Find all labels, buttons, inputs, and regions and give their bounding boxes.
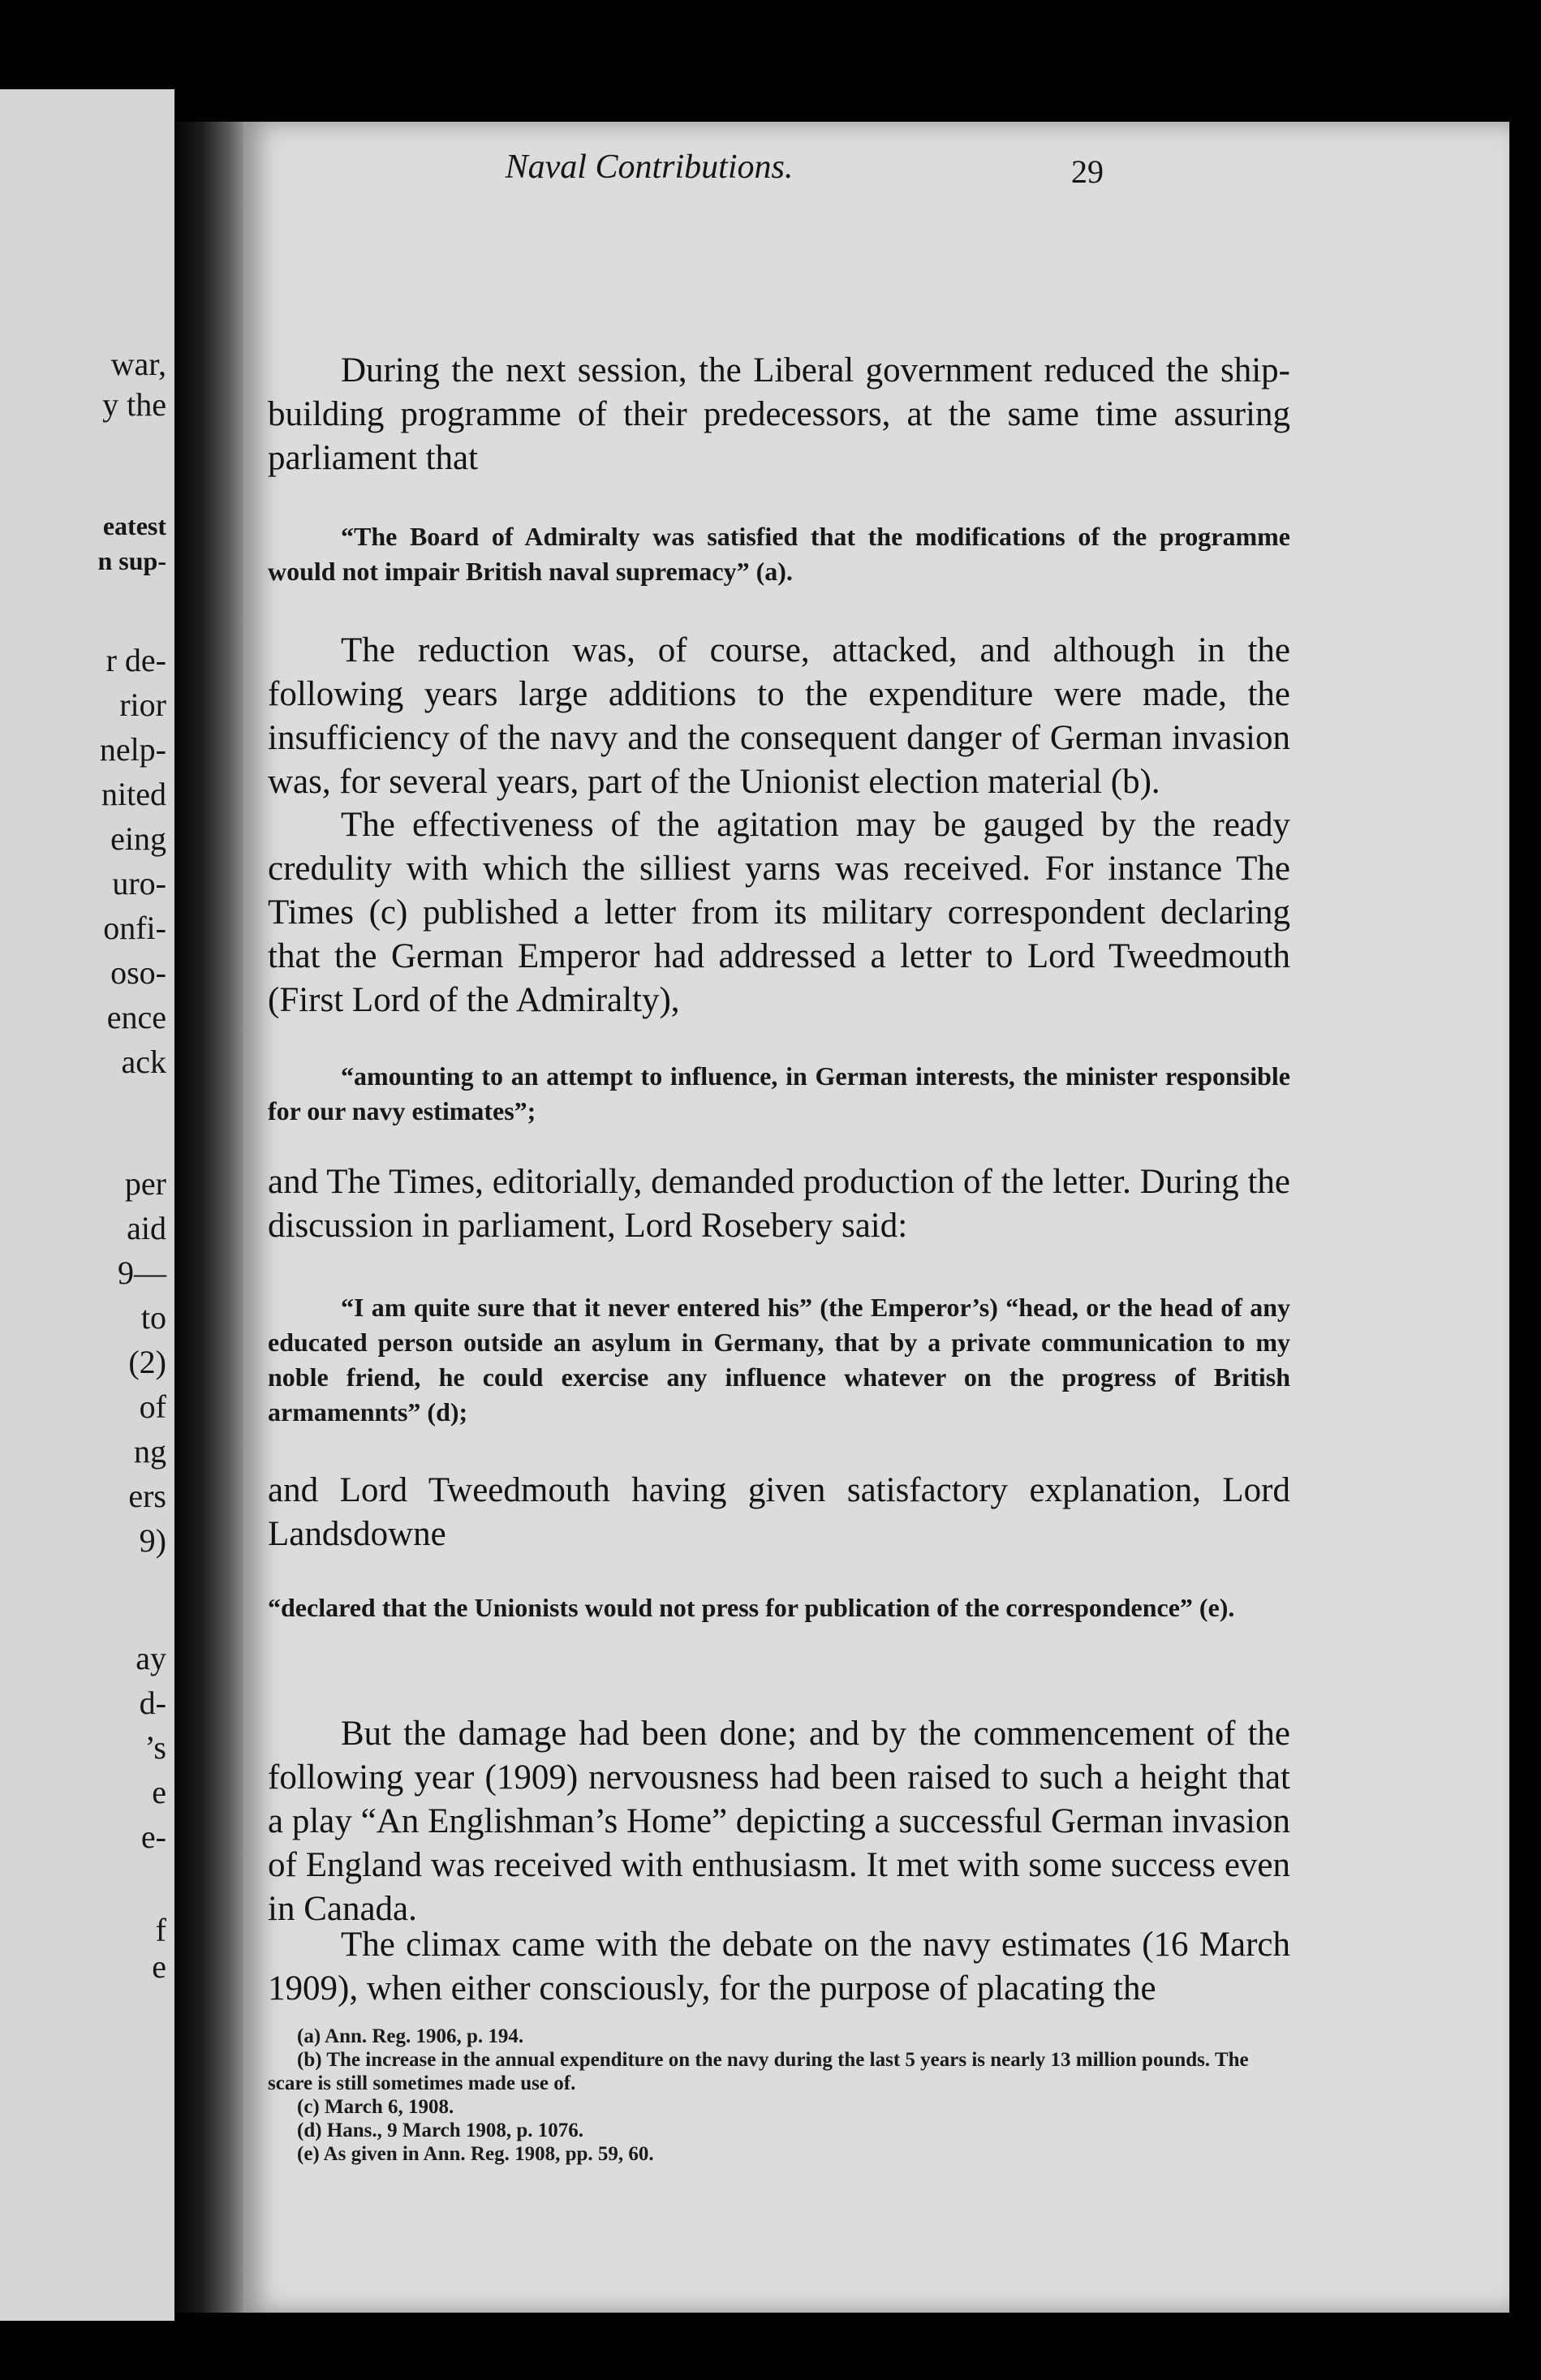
footnote-a: (a) Ann. Reg. 1906, p. 194.: [297, 2025, 524, 2047]
body-paragraph: The climax came with the debate on the navy estimates (16 March 1909), when either consciously, for the purpose of placating the: [268, 1926, 1290, 2008]
left-page-fragment: of: [139, 1388, 166, 1425]
block-quote: “I am quite sure that it never entered his” (the Emperor’s) “head, or the head of any educated person outside an asylum in Germany, that by a private communication to my noble friend, he could exercise any influence whatever on the progress of British armamennts” (d);: [268, 1293, 1290, 1427]
left-page-fragment: ence: [106, 999, 166, 1035]
left-page-fragment: onfi-: [103, 910, 166, 946]
left-page-fragment: y the: [102, 386, 166, 423]
body-paragraph: and Lord Tweedmouth having given satisfactory explanation, Lord Landsdowne: [268, 1471, 1290, 1553]
left-page-fragment: e-: [140, 1818, 166, 1855]
left-page-fragment: per: [124, 1165, 166, 1202]
footnote-d: (d) Hans., 9 March 1908, p. 1076.: [297, 2120, 584, 2141]
left-page-fragment: aid: [127, 1210, 166, 1246]
left-page-fragment: r de-: [105, 642, 166, 678]
left-page-fragment: nelp-: [99, 731, 166, 768]
left-page-fragment: 9—: [118, 1255, 166, 1291]
block-quote: “amounting to an attempt to influence, in German interests, the minister responsible for our navy estimates”;: [268, 1061, 1290, 1125]
left-page-fragment: e: [152, 1948, 166, 1985]
left-facing-page: [0, 89, 174, 2321]
left-page-fragment: oso-: [110, 954, 166, 991]
left-page-fragment: eatest: [102, 511, 166, 540]
binding-gutter: [174, 122, 252, 2313]
left-page-fragment: to: [140, 1299, 166, 1336]
left-page-fragment: e: [152, 1774, 166, 1810]
left-page-fragment: d-: [139, 1685, 166, 1721]
footnote-c: (c) March 6, 1908.: [297, 2096, 454, 2118]
body-paragraph: and The Times, editorially, demanded production of the letter. During the discussion in parliament, Lord Rosebery said:: [268, 1163, 1290, 1245]
left-page-fragment: 9): [139, 1522, 166, 1559]
footnote-b: (b) The increase in the annual expenditure on the navy during the last 5 years is nearly 13 million pounds. The scare is still sometimes made use of.: [268, 2049, 1249, 2094]
left-page-fragment: ng: [134, 1433, 166, 1470]
left-page-fragment: uro-: [112, 865, 166, 902]
left-page-fragment: ers: [128, 1478, 166, 1514]
left-page-fragment: (2): [128, 1344, 166, 1380]
body-paragraph: The reduction was, of course, attacked, and although in the following years large additions to the expenditure were made, the insufficiency of the navy and the consequent danger of German invasion was, for several years, part of the Unionist election material (b).: [268, 631, 1290, 801]
left-page-fragment: eing: [110, 820, 166, 857]
left-page-fragment: nited: [101, 776, 166, 812]
left-page-fragment: rior: [119, 686, 166, 723]
left-page-fragment: f: [155, 1912, 166, 1948]
left-page-fragment: ack: [121, 1044, 166, 1080]
body-paragraph: The effectiveness of the agitation may be gauged by the ready credulity with which the silliest yarns was received. For instance The Times (c) published a letter from its military correspondent declaring that the German Emperor had addressed a letter to Lord Tweedmouth (First Lord of the Admiralty),: [268, 806, 1290, 1019]
footnote-e: (e) As given in Ann. Reg. 1908, pp. 59, 60.: [297, 2143, 654, 2165]
footnotes: [268, 2025, 1290, 2166]
left-page-fragment: war,: [110, 346, 166, 382]
body-paragraph: During the next session, the Liberal government reduced the ship-building programme of their predecessors, at the same time assuring parliament that: [268, 351, 1290, 477]
block-quote: “The Board of Admiralty was satisfied that the modifications of the programme would not impair British naval supremacy” (a).: [268, 522, 1290, 586]
block-quote: “declared that the Unionists would not press for publication of the correspondence” (e).: [268, 1593, 1235, 1622]
page-number: 29: [1071, 153, 1104, 190]
body-paragraph: But the damage had been done; and by the commencement of the following year (1909) nervousness had been raised to such a height that a play “An Englishman’s Home” depicting a successful German invasion of England was received with enthusiasm. It met with some success even in Canada.: [268, 1715, 1290, 1928]
left-page-fragment: ay: [136, 1640, 166, 1676]
left-page-fragment: n sup-: [97, 546, 166, 575]
left-page-fragment: ’s: [144, 1729, 166, 1766]
running-title: Naval Contributions.: [505, 148, 794, 186]
